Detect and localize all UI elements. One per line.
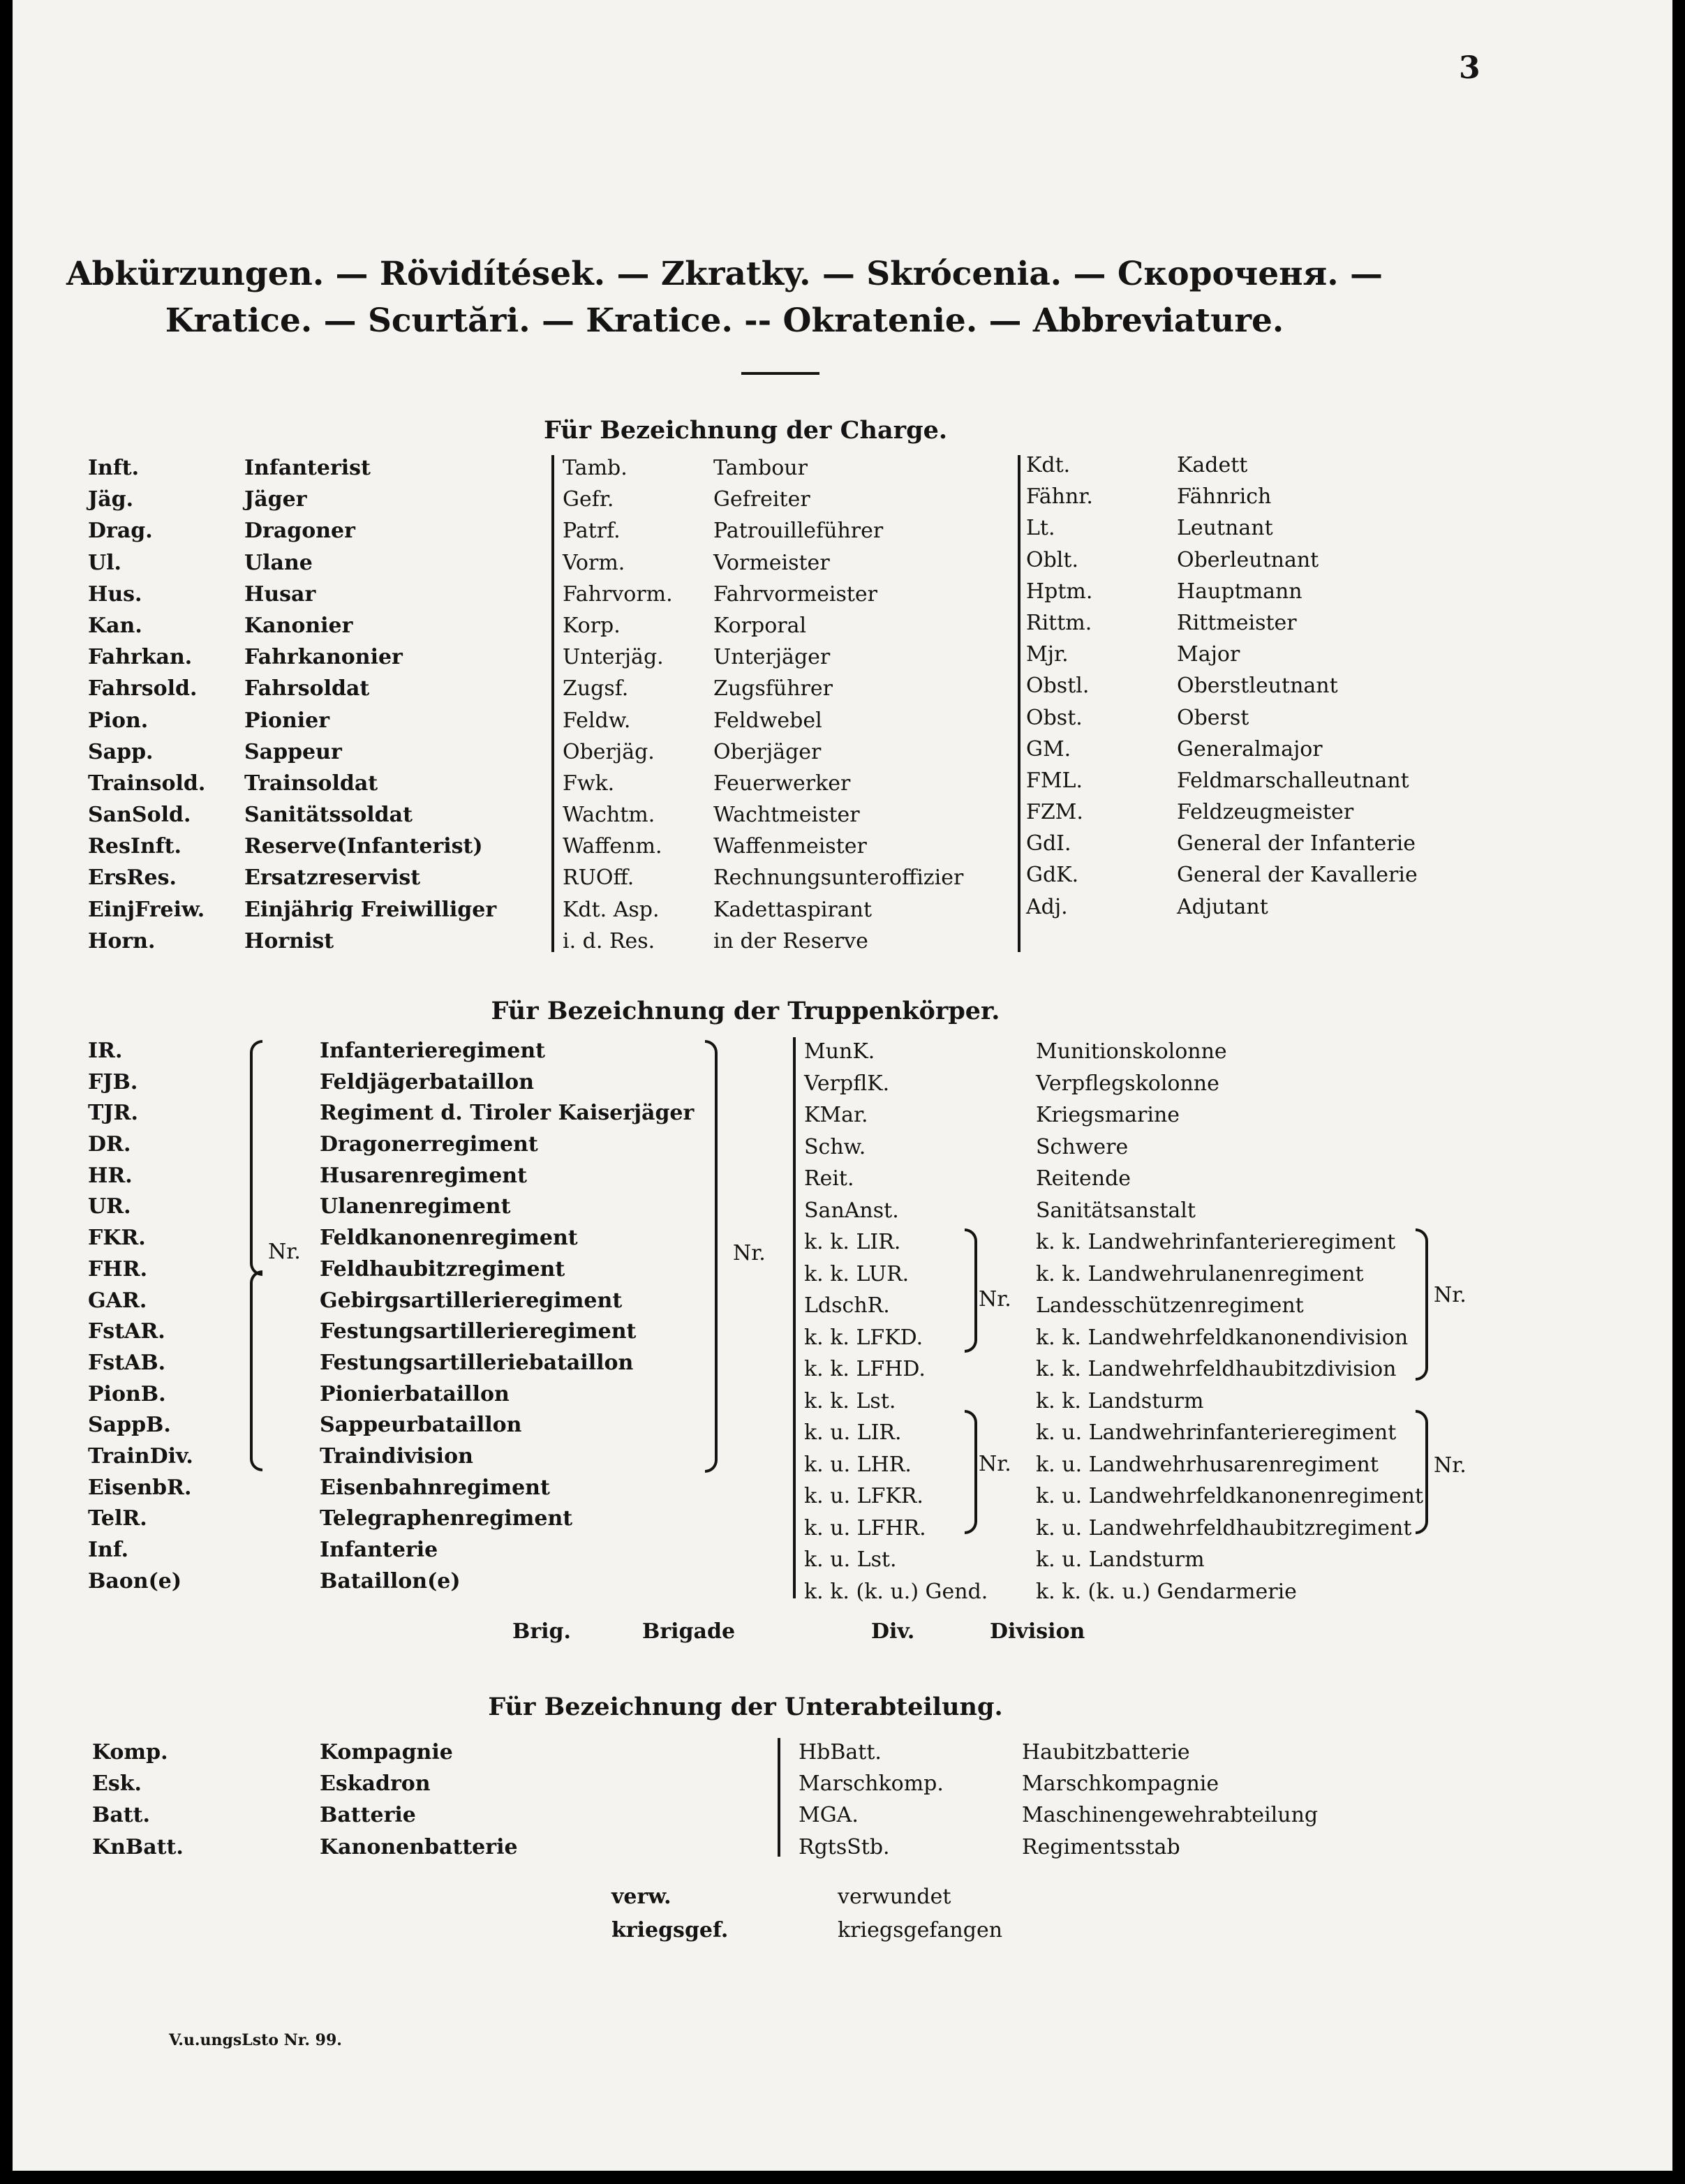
- charge-term: Hornist: [244, 928, 334, 953]
- charge-abbr: Fahrsold.: [88, 676, 198, 701]
- unit-term: k. u. Landwehrfeldkanonenregiment: [1036, 1484, 1424, 1508]
- charge-col2-full-list: [713, 452, 963, 957]
- unit-term: k. k. Landwehrinfanterieregiment: [1036, 1230, 1396, 1254]
- charge-col1-abbr-list: [88, 452, 205, 957]
- brace-ku-full-group: [1416, 1410, 1428, 1534]
- charge-abbr: Horn.: [88, 928, 156, 953]
- charge-abbr: Gefr.: [563, 487, 614, 512]
- charge-term: Kanonier: [244, 613, 353, 638]
- truppen-heading: Für Bezeichnung der Truppenkörper.: [491, 997, 1000, 1025]
- charge-term: Dragoner: [244, 519, 355, 544]
- charge-abbr: Kan.: [88, 613, 142, 638]
- unit-abbr: k. k. LFKD.: [804, 1325, 923, 1350]
- charge-abbr: Unterjäg.: [563, 645, 664, 670]
- column-divider: [778, 1738, 780, 1857]
- charge-term: Husar: [244, 581, 316, 607]
- unit-term: k. u. Landsturm: [1036, 1547, 1205, 1572]
- unit-term: k. k. Landwehrulanenregiment: [1036, 1261, 1364, 1286]
- unit-term: Sappeurbataillon: [320, 1413, 522, 1438]
- unit-term: Telegraphenregiment: [320, 1506, 573, 1531]
- nr-label: Nr.: [979, 1287, 1011, 1312]
- unit-abbr: VerpflK.: [804, 1071, 890, 1096]
- charge-abbr: Lt.: [1026, 516, 1055, 541]
- charge-abbr: RUOff.: [563, 866, 634, 891]
- charge-abbr: Fwk.: [563, 771, 615, 796]
- charge-abbr: Patrf.: [563, 519, 621, 544]
- column-divider: [793, 1037, 796, 1598]
- unit-abbr: k. k. (k. u.) Gend.: [804, 1579, 988, 1604]
- sub-term: Batterie: [320, 1803, 416, 1828]
- unit-term: Festungsartillerieregiment: [320, 1319, 637, 1344]
- unit-term: Feldkanonenregiment: [320, 1226, 578, 1251]
- unit-term: Pionierbataillon: [320, 1381, 510, 1406]
- unit-abbr: TelR.: [88, 1506, 147, 1531]
- unter-left-full-list: [320, 1737, 518, 1863]
- unit-abbr: GAR.: [88, 1288, 147, 1313]
- charge-abbr: EinjFreiw.: [88, 897, 205, 922]
- charge-abbr: Oberjäg.: [563, 739, 655, 764]
- unit-abbr: k. k. Lst.: [804, 1388, 896, 1413]
- charge-abbr: Tamb.: [563, 456, 628, 480]
- charge-abbr: Sapp.: [88, 739, 154, 764]
- charge-term: Fahrsoldat: [244, 676, 370, 701]
- truppen-left-full-list: [320, 1036, 694, 1597]
- charge-term: Kadettaspirant: [713, 897, 873, 922]
- unit-term: Regiment d. Tiroler Kaiserjäger: [320, 1101, 695, 1126]
- unit-term: Infanterieregiment: [320, 1039, 545, 1063]
- charge-term: Feldmarschalleutnant: [1177, 768, 1409, 793]
- unit-term: Landesschützenregiment: [1036, 1293, 1304, 1318]
- footer-note: V.u.ungsLsto Nr. 99.: [169, 2031, 342, 2049]
- charge-abbr: Jäg.: [88, 487, 134, 512]
- charge-abbr: Fahrkan.: [88, 645, 193, 670]
- charge-abbr: Feldw.: [563, 708, 631, 733]
- unit-term: k. k. Landsturm: [1036, 1388, 1204, 1413]
- nr-label: Nr.: [1434, 1283, 1467, 1307]
- unit-term: Verpflegskolonne: [1036, 1071, 1219, 1096]
- unit-abbr: k. u. LFKR.: [804, 1484, 923, 1508]
- charge-term: Fahrkanonier: [244, 645, 403, 670]
- title-line-2: Kratice. — Scurtări. — Kratice. -- Okratenie. — Abbreviature.: [165, 302, 1284, 340]
- charge-term: Major: [1177, 642, 1240, 667]
- charge-term: Korporal: [713, 613, 807, 638]
- charge-term: Adjutant: [1177, 894, 1268, 919]
- charge-heading: Für Bezeichnung der Charge.: [543, 416, 948, 445]
- charge-term: Wachtmeister: [713, 803, 860, 828]
- nr-label: Nr.: [733, 1241, 766, 1265]
- sub-term: Marschkompagnie: [1022, 1771, 1219, 1797]
- column-divider: [1018, 455, 1020, 952]
- charge-abbr: FML.: [1026, 768, 1083, 793]
- unit-abbr: TrainDiv.: [88, 1443, 193, 1469]
- charge-term: Gefreiter: [713, 487, 810, 512]
- charge-abbr: ErsRes.: [88, 866, 177, 891]
- charge-abbr: Obst.: [1026, 705, 1083, 730]
- left-brace-top: [250, 1040, 262, 1276]
- sub-abbr: Esk.: [92, 1771, 142, 1797]
- title-line-1: Abkürzungen. — Rövidítések. — Zkratky. — Skrócenia. — Скороченя. —: [66, 255, 1383, 293]
- unit-abbr: k. k. LIR.: [804, 1230, 901, 1254]
- unit-abbr: SanAnst.: [804, 1198, 899, 1223]
- charge-term: Trainsoldat: [244, 771, 378, 796]
- unit-term: Festungsartilleriebataillon: [320, 1350, 634, 1375]
- charge-term: Infanterist: [244, 456, 371, 480]
- charge-term: Rittmeister: [1177, 610, 1297, 635]
- charge-abbr: Vorm.: [563, 550, 625, 575]
- unit-term: k. u. Landwehrinfanterieregiment: [1036, 1420, 1397, 1445]
- sub-abbr: Marschkomp.: [799, 1771, 944, 1797]
- unit-term: Reitende: [1036, 1166, 1131, 1191]
- unit-abbr: FHR.: [88, 1256, 148, 1282]
- charge-term: Kadett: [1177, 453, 1248, 477]
- sub-abbr: MGA.: [799, 1803, 859, 1828]
- verw-abbr: verw.: [611, 1885, 671, 1909]
- unit-term: Munitionskolonne: [1036, 1039, 1227, 1064]
- charge-col3-full-list: [1177, 450, 1418, 923]
- unit-term: k. k. Landwehrfeldhaubitzdivision: [1036, 1357, 1397, 1381]
- left-brace-bottom: [250, 1270, 262, 1471]
- unit-term: k. u. Landwehrhusarenregiment: [1036, 1452, 1379, 1477]
- unter-left-abbr-list: [92, 1737, 184, 1863]
- charge-abbr: SanSold.: [88, 803, 191, 828]
- charge-term: Oberstleutnant: [1177, 674, 1338, 699]
- unit-term: k. k. (k. u.) Gendarmerie: [1036, 1579, 1297, 1604]
- charge-abbr: Fähnr.: [1026, 484, 1093, 510]
- charge-term: Tambour: [713, 456, 808, 480]
- sub-abbr: HbBatt.: [799, 1740, 882, 1765]
- unit-term: Eisenbahnregiment: [320, 1475, 550, 1500]
- unterabteilung-heading: Für Bezeichnung der Unterabteilung.: [488, 1693, 1003, 1721]
- unit-abbr: LdschR.: [804, 1293, 890, 1318]
- charge-term: Sanitätssoldat: [244, 803, 413, 828]
- unit-abbr: k. k. LUR.: [804, 1261, 910, 1286]
- charge-abbr: Rittm.: [1026, 610, 1092, 635]
- charge-abbr: i. d. Res.: [563, 928, 655, 953]
- charge-abbr: Pion.: [88, 708, 149, 733]
- sub-term: Kanonenbatterie: [320, 1834, 518, 1859]
- title-divider: [741, 372, 819, 375]
- charge-abbr: Kdt.: [1026, 453, 1071, 477]
- charge-abbr: Drag.: [88, 519, 153, 544]
- unit-abbr: FJB.: [88, 1069, 138, 1094]
- charge-term: Pionier: [244, 708, 330, 733]
- charge-abbr: GM.: [1026, 736, 1071, 762]
- kriegsgef-abbr: kriegsgef.: [611, 1918, 729, 1942]
- charge-abbr: Zugsf.: [563, 676, 629, 701]
- charge-term: Jäger: [244, 487, 307, 512]
- unit-term: Husarenregiment: [320, 1163, 527, 1188]
- column-divider: [551, 455, 554, 952]
- charge-abbr: Mjr.: [1026, 642, 1069, 667]
- charge-abbr: Obstl.: [1026, 674, 1090, 699]
- unit-term: Schwere: [1036, 1134, 1129, 1159]
- charge-term: Feldwebel: [713, 708, 822, 733]
- unit-term: Infanterie: [320, 1538, 438, 1562]
- charge-term: General der Infanterie: [1177, 831, 1416, 856]
- unit-abbr: KMar.: [804, 1103, 868, 1127]
- sub-abbr: RgtsStb.: [799, 1834, 890, 1859]
- charge-term: Patrouilleführer: [713, 519, 884, 544]
- charge-col2-abbr-list: [563, 452, 673, 957]
- brace-kk-full-group: [1416, 1228, 1428, 1381]
- unit-abbr: DR.: [88, 1132, 131, 1157]
- charge-term: Unterjäger: [713, 645, 831, 670]
- unit-term: Feldjägerbataillon: [320, 1069, 535, 1094]
- unit-abbr: MunK.: [804, 1039, 875, 1064]
- unit-term: Traindivision: [320, 1443, 473, 1469]
- truppen-right-abbr-list: [804, 1036, 988, 1607]
- charge-abbr: FZM.: [1026, 800, 1083, 825]
- unit-abbr: IR.: [88, 1039, 123, 1063]
- unit-abbr: FKR.: [88, 1226, 146, 1251]
- unit-abbr: Inf.: [88, 1538, 129, 1562]
- div-abbr: Div.: [871, 1619, 915, 1644]
- unit-term: Feldhaubitzregiment: [320, 1256, 565, 1282]
- charge-abbr: GdK.: [1026, 863, 1079, 888]
- charge-term: Hauptmann: [1177, 579, 1302, 604]
- sub-term: Haubitzbatterie: [1022, 1740, 1190, 1765]
- charge-abbr: Hptm.: [1026, 579, 1093, 604]
- unit-term: Gebirgsartillerieregiment: [320, 1288, 623, 1313]
- unit-abbr: Schw.: [804, 1134, 866, 1159]
- charge-term: Reserve(Infanterist): [244, 834, 483, 859]
- charge-abbr: Kdt. Asp.: [563, 897, 660, 922]
- truppen-right-full-list: [1036, 1036, 1423, 1607]
- unit-term: Dragonerregiment: [320, 1132, 538, 1157]
- sub-term: Regimentsstab: [1022, 1834, 1180, 1859]
- charge-term: Waffenmeister: [713, 834, 867, 859]
- unit-term: k. k. Landwehrfeldkanonendivision: [1036, 1325, 1409, 1350]
- document-page: [13, 0, 1672, 2171]
- charge-abbr: Trainsold.: [88, 771, 206, 796]
- brig-abbr: Brig.: [512, 1619, 571, 1644]
- charge-term: Leutnant: [1177, 516, 1273, 541]
- charge-abbr: Korp.: [563, 613, 621, 638]
- charge-abbr: Waffenm.: [563, 834, 662, 859]
- charge-term: Oberjäger: [713, 739, 822, 764]
- charge-abbr: Adj.: [1026, 894, 1068, 919]
- charge-term: General der Kavallerie: [1177, 863, 1418, 888]
- unit-abbr: k. u. LFHR.: [804, 1515, 926, 1540]
- charge-term: Ulane: [244, 550, 313, 575]
- unit-term: k. u. Landwehrfeldhaubitzregiment: [1036, 1515, 1412, 1540]
- kriegsgef-full: kriegsgefangen: [838, 1918, 1003, 1942]
- unit-abbr: Baon(e): [88, 1568, 182, 1594]
- sub-term: Kompagnie: [320, 1740, 453, 1765]
- charge-abbr: Hus.: [88, 581, 142, 607]
- nr-label: Nr.: [979, 1452, 1011, 1476]
- charge-term: Vormeister: [713, 550, 830, 575]
- unit-abbr: Reit.: [804, 1166, 854, 1191]
- charge-abbr: Inft.: [88, 456, 140, 480]
- unit-abbr: TJR.: [88, 1101, 138, 1126]
- charge-term: Oberst: [1177, 705, 1249, 730]
- right-brace-left-table: [705, 1040, 718, 1473]
- sub-term: Eskadron: [320, 1771, 431, 1797]
- unit-abbr: SappB.: [88, 1413, 171, 1438]
- unit-abbr: PionB.: [88, 1381, 166, 1406]
- unit-abbr: FstAB.: [88, 1350, 166, 1375]
- sub-term: Maschinengewehrabteilung: [1022, 1803, 1319, 1828]
- charge-term: Feldzeugmeister: [1177, 800, 1354, 825]
- charge-term: Einjährig Freiwilliger: [244, 897, 497, 922]
- charge-term: Generalmajor: [1177, 736, 1323, 762]
- charge-abbr: Oblt.: [1026, 547, 1078, 572]
- brace-kk-group: [965, 1228, 977, 1353]
- unit-abbr: k. k. LFHD.: [804, 1357, 926, 1381]
- charge-abbr: Ul.: [88, 550, 122, 575]
- nr-label: Nr.: [1434, 1453, 1467, 1478]
- unit-term: Ulanenregiment: [320, 1194, 511, 1219]
- unit-abbr: FstAR.: [88, 1319, 165, 1344]
- sub-abbr: Batt.: [92, 1803, 150, 1828]
- charge-term: Ersatzreservist: [244, 866, 421, 891]
- unit-term: Bataillon(e): [320, 1568, 461, 1594]
- charge-abbr: ResInft.: [88, 834, 181, 859]
- div-full: Division: [990, 1619, 1085, 1644]
- unit-abbr: k. u. Lst.: [804, 1547, 897, 1572]
- charge-term: Fähnrich: [1177, 484, 1272, 510]
- unter-right-full-list: [1022, 1737, 1318, 1863]
- sub-abbr: Komp.: [92, 1740, 168, 1765]
- charge-term: Fahrvormeister: [713, 581, 878, 607]
- unit-abbr: k. u. LIR.: [804, 1420, 902, 1445]
- charge-term: Zugsführer: [713, 676, 833, 701]
- page-number: 3: [1459, 50, 1480, 86]
- unit-term: Sanitätsanstalt: [1036, 1198, 1196, 1223]
- brig-full: Brigade: [642, 1619, 736, 1644]
- charge-term: Rechnungsunteroffizier: [713, 866, 964, 891]
- truppen-left-abbr-list: [88, 1036, 193, 1597]
- unter-right-abbr-list: [799, 1737, 944, 1863]
- unit-abbr: HR.: [88, 1163, 133, 1188]
- charge-term: Oberleutnant: [1177, 547, 1319, 572]
- charge-term: in der Reserve: [713, 928, 868, 953]
- charge-col1-full-list: [244, 452, 496, 957]
- unit-term: Kriegsmarine: [1036, 1103, 1180, 1127]
- charge-col3-abbr-list: [1026, 450, 1093, 923]
- unit-abbr: k. u. LHR.: [804, 1452, 912, 1477]
- brace-ku-group: [965, 1410, 977, 1534]
- charge-abbr: Fahrvorm.: [563, 581, 673, 607]
- charge-abbr: Wachtm.: [563, 803, 655, 828]
- unit-abbr: UR.: [88, 1194, 131, 1219]
- charge-abbr: GdI.: [1026, 831, 1071, 856]
- unit-abbr: EisenbR.: [88, 1475, 192, 1500]
- verw-full: verwundet: [838, 1885, 951, 1909]
- nr-label: Nr.: [268, 1240, 301, 1264]
- charge-term: Feuerwerker: [713, 771, 851, 796]
- charge-term: Sappeur: [244, 739, 342, 764]
- sub-abbr: KnBatt.: [92, 1834, 184, 1859]
